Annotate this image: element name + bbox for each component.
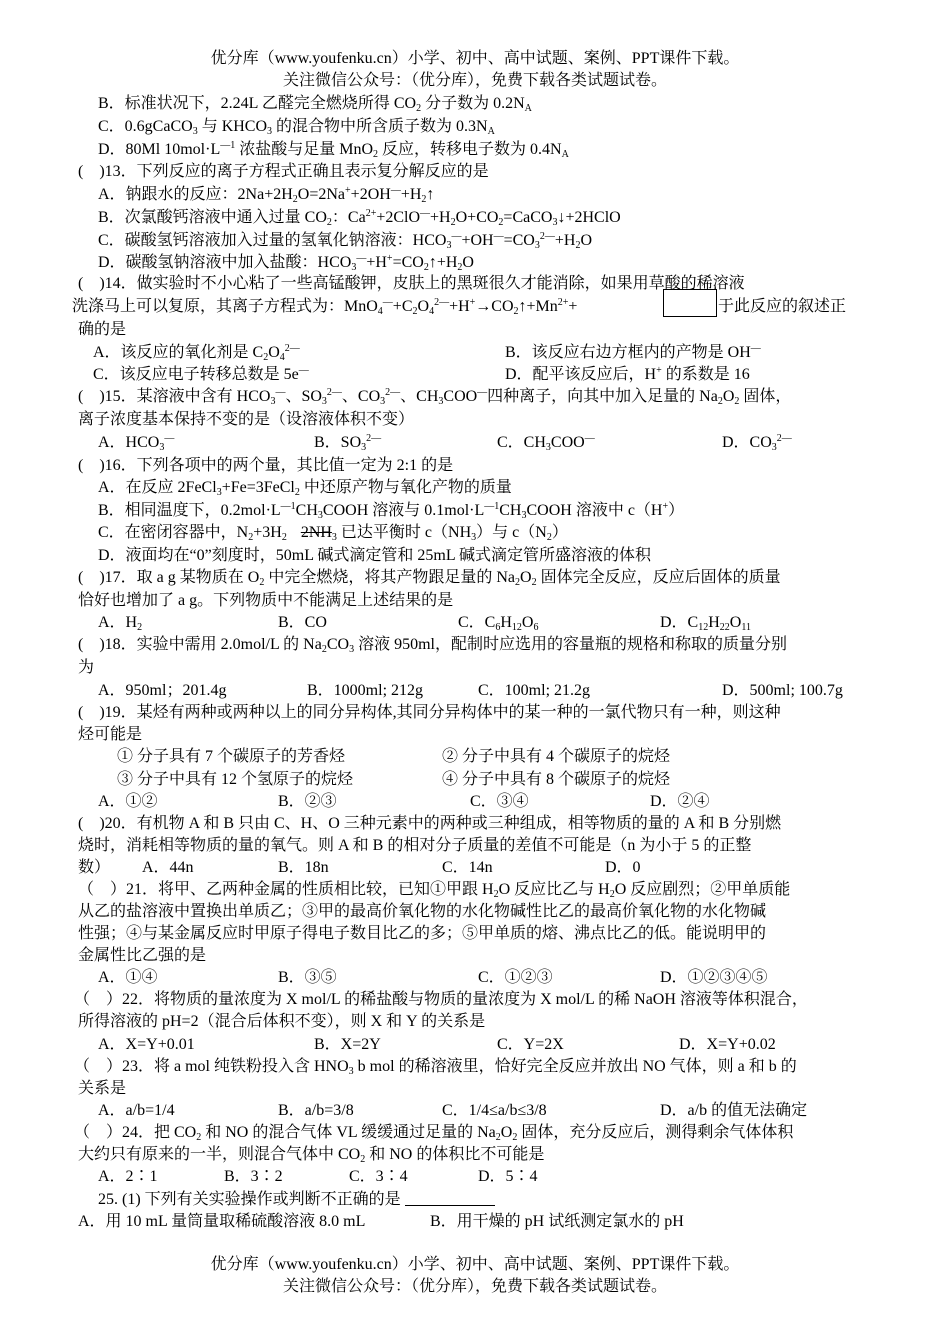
q22-stem-line1: （ ）22．将物质的量浓度为 X mol/L 的稀盐酸与物质的量浓度为 X mol/L 的稀 NaOH 溶液等体积混合， [74,991,808,1008]
q23-option-d: D．a/b 的值无法确定 [660,1102,808,1119]
q17-option-c: C．$C_6H_{12}O_6$ [458,614,539,633]
q12-option-c: C．0.6gCaCO$_3$ 与 $KHCO_3$ 的混合物中所含质子数为 $0.3N_A$ [98,118,495,137]
q25-option-b: B．用干燥的 pH 试纸测定氯水的 pH [430,1213,684,1230]
q21-option-a: A．①④ [98,969,158,986]
q22-option-c: C．Y=2X [497,1036,564,1053]
q13-option-b: B．次氯酸钙溶液中通入过量 $CO_2$：$Ca^{2+}+2ClO^—+H_2O+CO_2=CaCO_3↓+2HClO$ [98,208,621,228]
q20-option-a: A．44n [142,859,194,876]
q14-option-d: D．配平该反应后，H+ 的系数是 16 [505,365,750,383]
q16-option-b: B．相同温度下，$0.2mol\cdot L^{—1}CH_3COOH$ 溶液与 $0.1mol\cdot L^{—1}CH_3COOH$ 溶液中 c（H+） [98,501,685,521]
q21-stem-line1: （ ）21．将甲、乙两种金属的性质相比较，已知①甲跟 $H_2O$ 反应比乙与 $H_2O$ 反应剧烈；②甲单质能 [78,881,791,900]
q21-option-d: D．①②③④⑤ [660,969,768,986]
q17-option-b: B．CO [278,614,327,631]
q17-stem-line1: ( )17．取 a g 某物质在 $O_2$ 中完全燃烧，将其产物跟足量的 $Na_2O_2$ 固体完全反应，反应后固体的质量 [78,569,781,588]
q24-stem-line2: 大约只有原来的一半，则混合气体中 $CO_2$ 和 NO 的体积比不可能是 [78,1146,545,1165]
q16-option-a: A．在反应 2FeCl$_3$+Fe=3FeCl$_2$ 中还原产物与氧化产物的质量 [98,479,512,498]
q18-option-a: A．950ml；201.4g [98,682,227,699]
q17-option-a: A．$H_2$ [98,614,143,633]
q24-stem-line1: （ ）24．把 $CO_2$ 和 NO 的混合气体 VL 缓缓通过足量的 $Na_2O_2$ 固体，充分反应后，测得剩余气体体积 [74,1124,794,1143]
q17-stem-line2: 恰好也增加了 a g。下列物质中不能满足上述结果的是 [78,592,454,609]
q13-option-c: C．碳酸氢钙溶液加入过量的氢氧化钠溶液：$HCO_3^—+OH^—=CO_3^{2—}+H_2O$ [98,231,592,251]
q15-option-b: B．$SO_3^{2—}$ [314,433,382,453]
q19-choice-4: ④ 分子中具有 8 个碳原子的烷烃 [442,771,671,788]
answer-blank [405,1191,495,1206]
q25-stem: 25. (1) 下列有关实验操作或判断不正确的是 [98,1189,495,1211]
q19-option-c: C．③④ [470,793,529,810]
page-footer-line1: 优分库（www.youfenku.cn）小学、初中、高中试题、案例、PPT课件下载。 [210,1256,740,1273]
q23-stem-line2: 关系是 [78,1080,127,1097]
page-header-line2: 关注微信公众号：（优分库），免费下载各类试题试卷。 [282,72,667,89]
q25-option-a: A．用 10 mL 量筒量取稀硫酸溶液 8.0 mL [78,1213,366,1230]
q24-option-a: A．2∶1 [98,1168,158,1185]
q15-stem-line2: 离子浓度基本保持不变的是（设溶液体积不变） [78,411,415,428]
q18-stem-line1: ( )18．实验中需用 2.0mol/L 的 $Na_2CO_3$ 溶液 950ml，配制时应选用的容量瓶的规格和称取的质量分别 [78,636,787,655]
q24-option-c: C．3∶4 [349,1168,408,1185]
q19-option-a: A．①② [98,793,158,810]
q24-option-b: B．3∶2 [224,1168,283,1185]
q20-option-d: D．0 [605,859,641,876]
q22-option-b: B．X=2Y [314,1036,381,1053]
q22-option-a: A．X=Y+0.01 [98,1036,195,1053]
q14-stem-line2: 洗涤马上可以复原，其离子方程式为：$MnO_4^—+C_2O_4^{2—}+H^+\to CO_2↑+Mn^{2+}+$ [72,297,578,317]
q19-choice-1: ① 分子具有 7 个碳原子的芳香烃 [117,748,346,765]
q16-option-c: C．在密闭容器中，$N_2+3H_2$ $2NH_3$ 已达平衡时 $c(NH_3)$与 $c(N_2)$ [98,524,568,543]
equilibrium-arrow: 2NH [300,524,332,541]
q14-stem-line1: ( )14．做实验时不小心粘了一些高锰酸钾，皮肤上的黑斑很久才能消除，如果用草酸的稀溶液 [78,275,745,292]
q22-stem-line2: 所得溶液的 pH=2（混合后体积不变），则 X 和 Y 的关系是 [78,1013,486,1030]
q18-option-c: C．100ml; 21.2g [478,682,591,699]
q15-stem-line1: ( )15．某溶液中含有 $HCO_3^—$、$SO_3^{2—}$、$CO_3^{2—}$、$CH_3COO^—$四种离子，向其中加入足量的 $Na_2O_2$ 固体， [78,387,792,407]
q16-option-d: D．液面均在“0”刻度时，50mL 碱式滴定管和 25mL 碱式滴定管所盛溶液的体积 [98,547,652,564]
q24-option-d: D．5∶4 [478,1168,538,1185]
q23-option-b: B．a/b=3/8 [278,1102,354,1119]
q14-option-c: C．该反应电子转移总数是 5e— [93,365,309,383]
q22-option-d: D．X=Y+0.02 [679,1036,776,1053]
q19-option-d: D．②④ [650,793,710,810]
q16-stem: ( )16．下列各项中的两个量，其比值一定为 2:1 的是 [78,457,454,474]
q17-option-d: D．$C_{12}H_{22}O_{11}$ [660,614,751,633]
q21-option-b: B．③⑤ [278,969,337,986]
q18-option-d: D．500ml; 100.7g [722,682,843,699]
q20-stem-line1: ( )20．有机物 A 和 B 只由 C、H、O 三种元素中的两种或三种组成，相等物质的量的 A 和 B 分别燃 [78,815,782,832]
q18-stem-line2: 为 [78,659,95,676]
q19-stem-line2: 烃可能是 [78,726,143,743]
q20-stem-line2: 烧时，消耗相等物质的量的氧气。则 A 和 B 的相对分子质量的差值不可能是（n 为小于 5 的正整 [78,837,752,854]
q18-option-b: B．1000ml; 212g [307,682,424,699]
q21-stem-line2: 从乙的盐溶液中置换出单质乙；③甲的最高价氧化物的水化物碱性比乙的最高价氧化物的水化物碱 [78,903,767,920]
q21-stem-line4: 金属性比乙强的是 [78,947,207,964]
q23-option-a: A．a/b=1/4 [98,1102,175,1119]
q14-stem-line3: 确的是 [78,321,127,338]
q21-stem-line3: 性强；④与某金属反应时甲原子得电子数目比乙的多；⑤甲单质的熔、沸点比乙的低。能说明甲的 [78,925,767,942]
q15-option-c: C．$CH_3COO^—$ [497,433,595,453]
q19-choice-3: ③ 分子中具有 12 个氢原子的烷烃 [117,771,354,788]
q14-stem-line2-end: 于此反应的叙述正 [718,298,847,315]
q20-option-b: B．18n [278,859,329,876]
q14-option-a: A．该反应的氧化剂是 $C_2O_4^{2—}$ [93,343,300,363]
q14-answer-box [663,289,717,317]
page-footer-line2: 关注微信公众号：（优分库），免费下载各类试题试卷。 [282,1278,667,1295]
q19-option-b: B．②③ [278,793,337,810]
q13-stem: ( )13．下列反应的离子方程式正确且表示复分解反应的是 [78,163,489,180]
q15-option-d: D．$CO_3^{2—}$ [722,433,792,453]
q20-stem-line3: 数） [78,859,111,876]
q23-option-c: C．1/4≤a/b≤3/8 [442,1102,547,1119]
q15-option-a: A．$HCO_3^—$ [98,433,175,453]
q12-option-d: D．80Ml $10mol\cdot L^{—1}$ 浓盐酸与足量 MnO$_2$ 反应，转移电子数为 $0.4N_A$ [98,140,569,160]
q13-option-a: A．钠跟水的反应：$2Na+2H_2O=2Na^++2OH^—+H_2↑$ [98,185,435,205]
q23-stem-line1: （ ）23．将 a mol 纯铁粉投入含 $HNO_3$ b mol 的稀溶液里，恰好完全反应并放出 NO 气体，则 a 和 b 的 [74,1058,797,1077]
q19-stem-line1: ( )19．某烃有两种或两种以上的同分异构体,其同分异构体中的某一种的一氯代物只有一种，则这种 [78,704,781,721]
q20-option-c: C．14n [442,859,493,876]
page-header-line1: 优分库（www.youfenku.cn）小学、初中、高中试题、案例、PPT课件下载。 [210,50,740,67]
q12-option-b: B．标准状况下，2.24L 乙醛完全燃烧所得 $CO_2$ 分子数为 $0.2N_A$ [98,95,532,114]
q19-choice-2: ② 分子中具有 4 个碳原子的烷烃 [442,748,671,765]
q21-option-c: C．①②③ [478,969,553,986]
q14-option-b: B．该反应右边方框内的产物是 OH— [505,343,761,361]
q13-option-d: D．碳酸氢钠溶液中加入盐酸：$HCO_3^—+H^+=CO_2↑+H_2O$ [98,253,474,273]
